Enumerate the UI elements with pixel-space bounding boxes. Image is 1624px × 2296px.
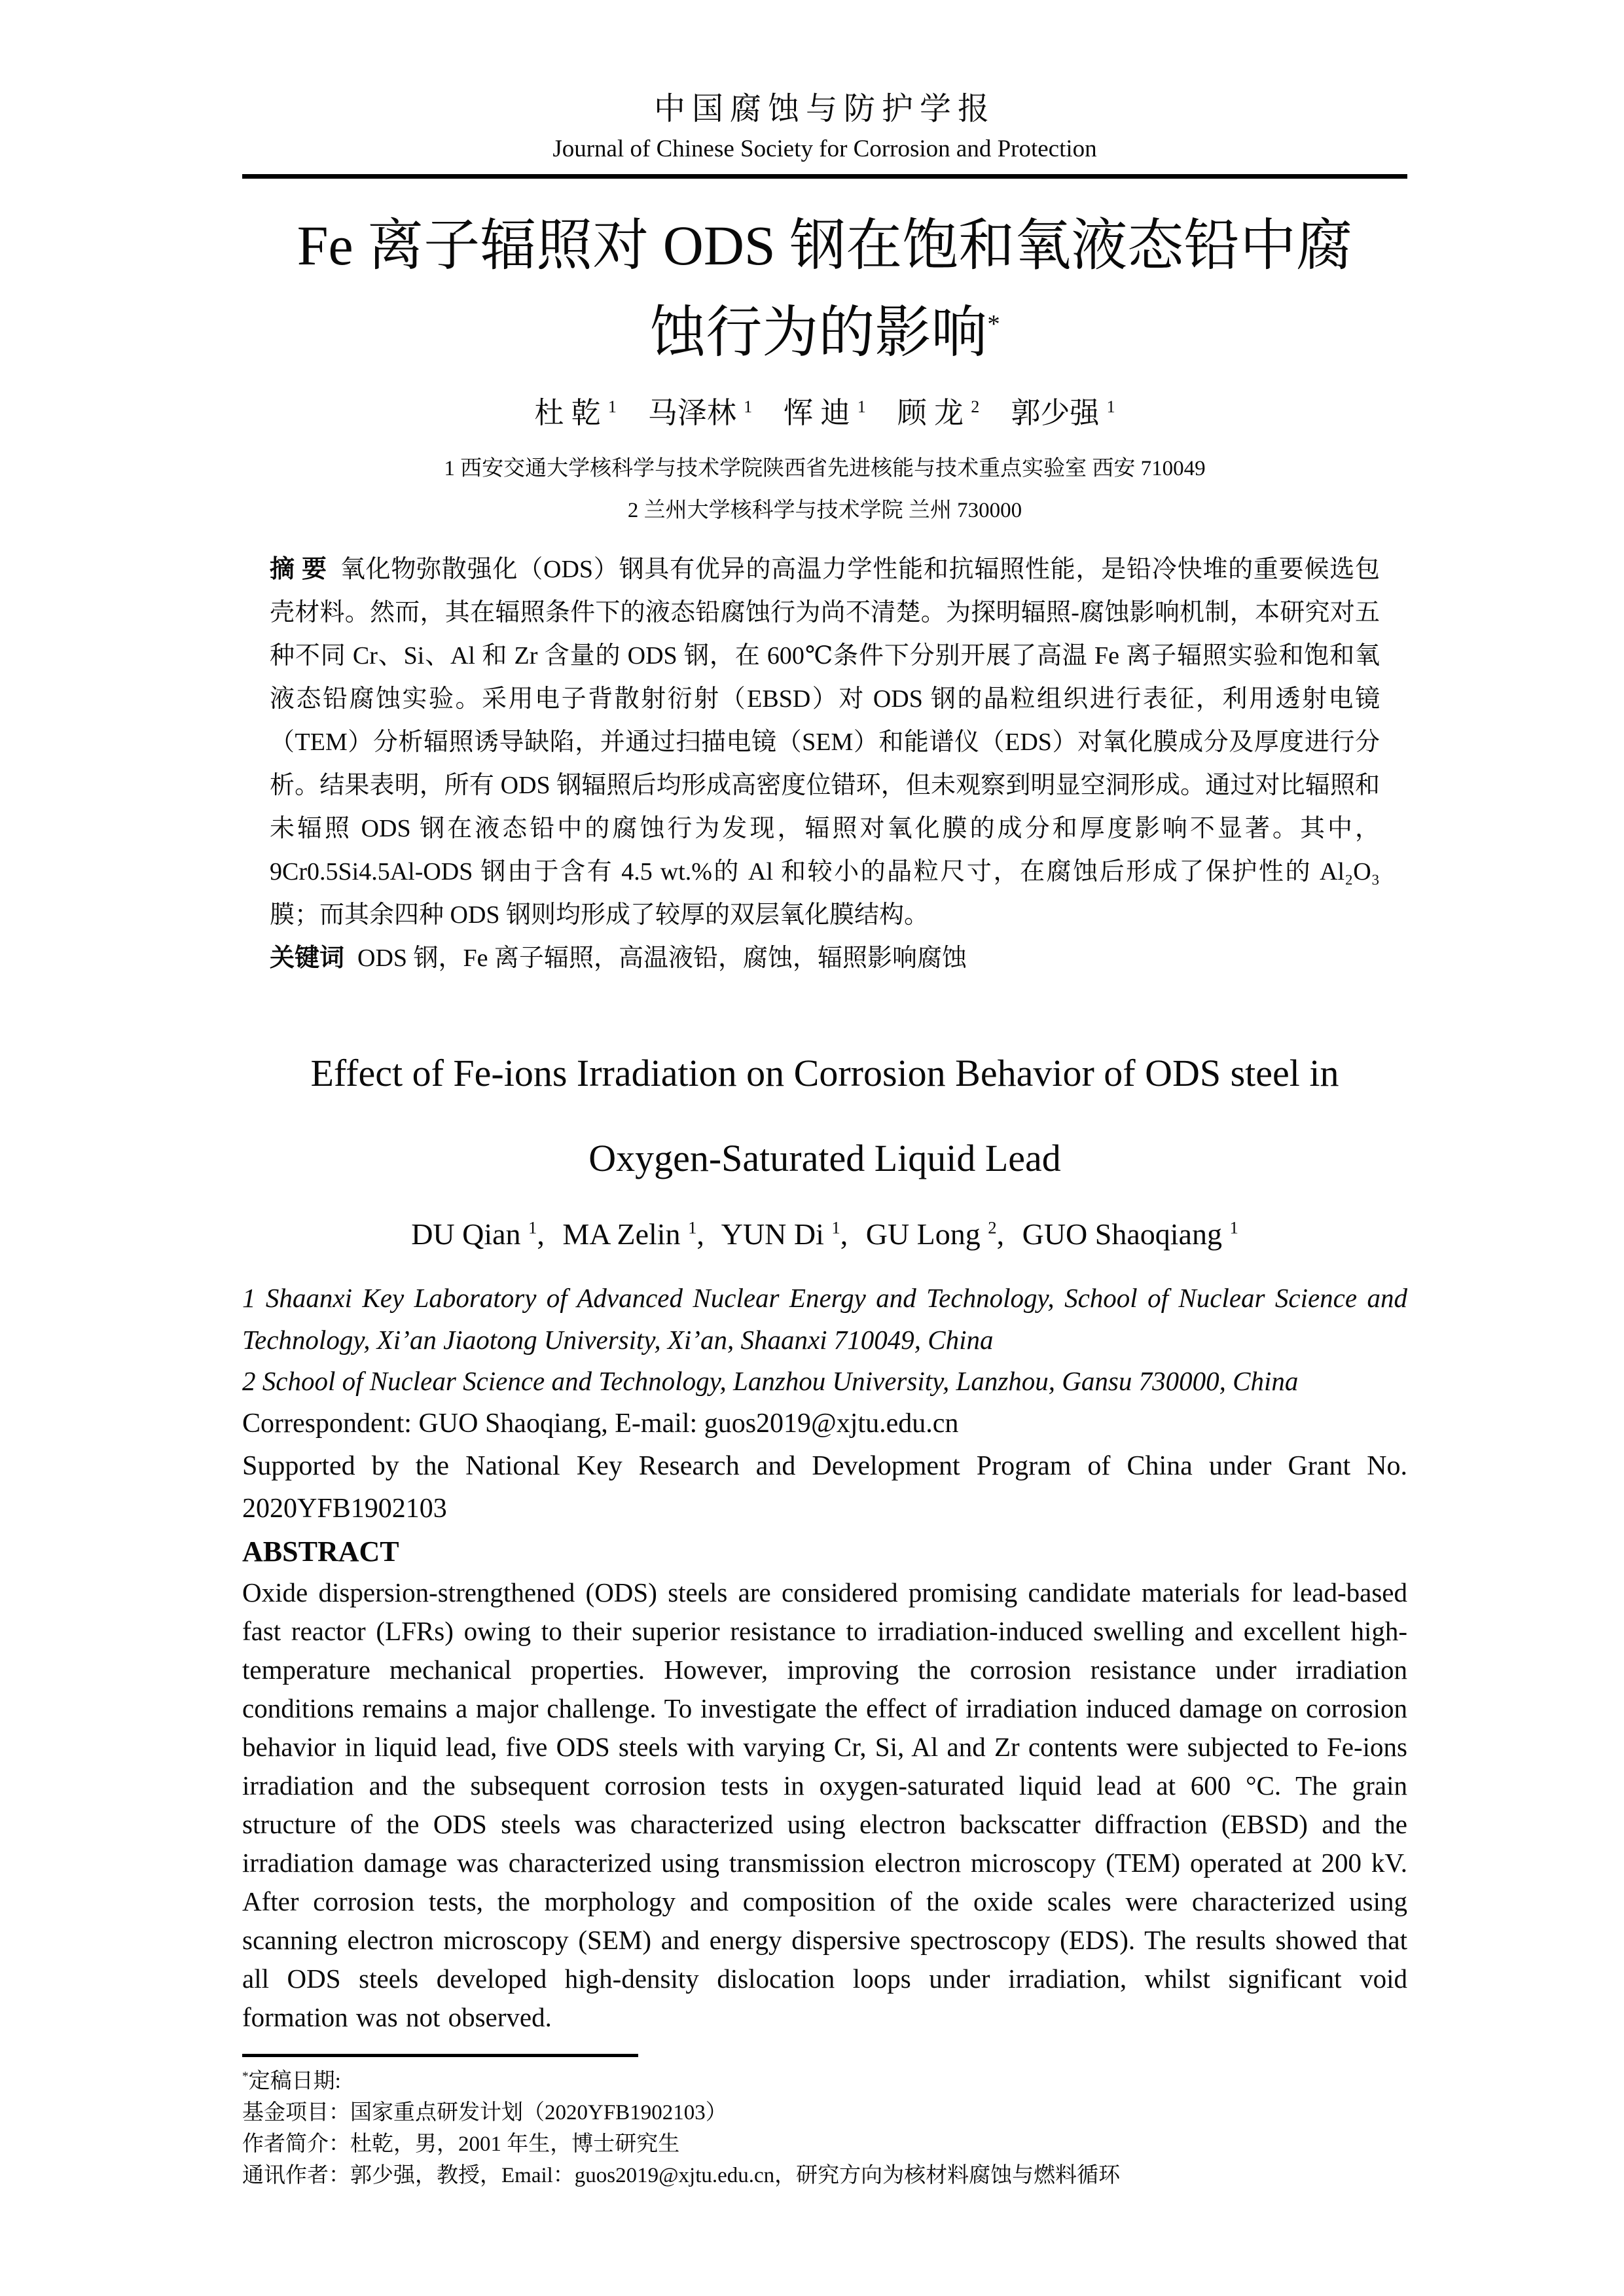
affiliation-en-1: 1 Shaanxi Key Laboratory of Advanced Nuclear Energy and Technology, School of Nuclear Science and Technology, Xi’an Jiaotong University, Xi’an, Shaanxi 710049, China — [242, 1283, 1407, 1355]
footnote-divider — [242, 2054, 638, 2057]
author-affiliation-sup: 1 — [688, 1217, 697, 1238]
funding-line-2: 2020YFB1902103 — [242, 1493, 447, 1524]
author-cn — [1011, 394, 1115, 433]
author-cn — [897, 394, 980, 433]
author-name: YUN Di — [721, 1217, 824, 1251]
keywords-cn-label: 关键词 — [270, 944, 345, 972]
author-affiliation-sup: 1 — [857, 397, 866, 416]
abstract-cn — [270, 548, 1380, 937]
author-en — [562, 1217, 715, 1251]
header-divider — [242, 174, 1407, 179]
author-affiliation-sup: 1 — [528, 1217, 537, 1238]
author-name: 恽 迪 — [784, 396, 850, 429]
author-name: 马泽林 — [647, 396, 736, 429]
author-separator: , — [537, 1217, 545, 1251]
abstract-en-label: ABSTRACT — [242, 1535, 399, 1568]
author-en — [1022, 1217, 1238, 1251]
footnote-block — [242, 2054, 1407, 2191]
author-en — [411, 1217, 555, 1251]
footnote-date-line — [242, 2066, 1407, 2098]
keywords-cn — [270, 937, 1380, 980]
article-title-cn-line2 — [242, 289, 1407, 376]
author-affiliation-sup: 1 — [744, 397, 753, 416]
keywords-cn-text: ODS 钢，Fe 离子辐照，高温液铅，腐蚀，辐照影响腐蚀 — [357, 944, 967, 972]
author-name: MA Zelin — [562, 1217, 681, 1251]
author-affiliation-sup: 1 — [1106, 397, 1115, 416]
article-title-cn-line1: Fe 离子辐照对 ODS 钢在饱和氧液态铅中腐 — [297, 213, 1353, 277]
abstract-cn-text: 氧化物弥散强化（ODS）钢具有优异的高温力学性能和抗辐照性能，是铅冷快堆的重要候选包壳材料。然而，其在辐照条件下的液态铅腐蚀行为尚不清楚。为探明辐照-腐蚀影响机制，本研究对五种不同 Cr、Si、Al 和 Zr 含量的 ODS 钢，在 600℃条件下分别开展了高温 Fe 离子辐照实验和饱和氧液态铅腐蚀实验。采用电子背散射衍射（EBSD）对 ODS 钢的晶粒组织进行表征，利用透射电镜（TEM）分析辐照诱导缺陷，并通过扫描电镜（SEM）和能谱仪（EDS）对氧化膜成分及厚度进行分析。结果表明，所有 ODS 钢辐照后均形成高密度位错环，但未观察到明显空洞形成。通过对比辐照和未辐照 ODS 钢在液态铅中的腐蚀行为发现，辐照对氧化膜的成分和厚度影响不显著。其中，9Cr0.5Si4.5Al-ODS 钢由于含有 4.5 wt.%的 Al 和较小的晶粒尺寸，在腐蚀后形成了保护性的 Al₂O₃ 膜；而其余四种 ODS 钢则均形成了较厚的双层氧化膜结构。 — [270, 555, 1380, 929]
author-affiliation-sup: 2 — [988, 1217, 997, 1238]
affiliations-en — [242, 1278, 1407, 1403]
article-title-cn — [242, 202, 1407, 377]
authors-en-line — [242, 1213, 1407, 1255]
article-title-en — [242, 1031, 1407, 1202]
footnote-author-bio-line: 作者简介：杜乾，男，2001 年生，博士研究生 — [242, 2132, 680, 2156]
author-separator: , — [996, 1217, 1005, 1251]
author-affiliation-sup: 1 — [831, 1217, 840, 1238]
author-name: GU Long — [865, 1217, 981, 1251]
title-footnote-asterisk: * — [987, 310, 1000, 338]
affiliation-en-2: 2 School of Nuclear Science and Technology, Lanzhou University, Lanzhou, Gansu 730000, China — [242, 1366, 1299, 1397]
journal-title-en: Journal of Chinese Society for Corrosion and Protection — [552, 135, 1097, 162]
author-cn — [648, 394, 752, 433]
funding-line-1: Supported by the National Key Research and Development Program of China under Grant No. — [242, 1450, 1407, 1481]
author-separator: , — [840, 1217, 848, 1251]
authors-cn-line — [242, 394, 1407, 433]
affiliation-cn-1: 1 西安交通大学核科学与技术学院陕西省先进核能与技术重点实验室 西安 710049 — [444, 457, 1206, 481]
article-title-en-line1: Effect of Fe-ions Irradiation on Corrosion Behavior of ODS steel in — [310, 1051, 1339, 1094]
affiliations-cn — [242, 448, 1407, 532]
author-name: 顾 龙 — [897, 396, 964, 429]
author-affiliation-sup: 1 — [1229, 1217, 1238, 1238]
author-name: GUO Shaoqiang — [1022, 1217, 1222, 1251]
footnote-date-text: 定稿日期: — [248, 2070, 341, 2094]
correspondent-line: Correspondent: GUO Shaoqiang, E-mail: guos2019@xjtu.edu.cn — [242, 1408, 959, 1439]
abstract-cn-label: 摘 要 — [270, 555, 327, 583]
abstract-en-text: Oxide dispersion-strengthened (ODS) steels are considered promising candidate materials for lead-based fast reactor (LFRs) owing to their superior resistance to irradiation-induced swelling and excellent high-temperature mechanical properties. However, improving the corrosion resistance under irradiation conditions remains a major challenge. To investigate the effect of irradiation induced damage on corrosion behavior in liquid lead, five ODS steels with varying Cr, Si, Al and Zr contents were subjected to Fe-ions irradiation and the subsequent corrosion tests in oxygen-saturated liquid lead at 600 °C. The grain structure of the ODS steels was characterized using electron backscatter diffraction (EBSD) and the irradiation damage was characterized using transmission electron microscopy (TEM) operated at 200 kV. After corrosion tests, the morphology and composition of the oxide scales were characterized using scanning electron microscopy (SEM) and energy dispersive spectroscopy (EDS). The results showed that all ODS steels developed high-density dislocation loops under irradiation, whilst significant void formation was not observed. — [242, 1577, 1407, 2033]
author-separator: , — [696, 1217, 704, 1251]
author-cn — [534, 394, 617, 433]
affiliation-cn-2: 2 兰州大学核科学与技术学院 兰州 730000 — [627, 499, 1022, 523]
author-cn — [784, 394, 866, 433]
journal-title-cn: 中国腐蚀与防护学报 — [653, 92, 996, 126]
author-name: DU Qian — [411, 1217, 521, 1251]
footnote-asterisk: * — [242, 2070, 249, 2084]
article-title-en-line2: Oxygen-Saturated Liquid Lead — [588, 1137, 1061, 1180]
author-affiliation-sup: 1 — [607, 397, 617, 416]
author-name: 杜 乾 — [534, 396, 601, 429]
author-affiliation-sup: 2 — [971, 397, 980, 416]
author-en — [721, 1217, 859, 1251]
article-title-cn-line2-text: 蚀行为的影响 — [649, 301, 988, 365]
footnote-corresponding-author-line: 通讯作者：郭少强，教授，Email：guos2019@xjtu.edu.cn，研究方向为核材料腐蚀与燃料循环 — [242, 2163, 1121, 2187]
author-en — [866, 1217, 1015, 1251]
footnote-funding-line: 基金项目：国家重点研发计划（2020YFB1902103） — [242, 2100, 727, 2125]
author-name: 郭少强 — [1011, 396, 1100, 429]
journal-header — [242, 90, 1407, 179]
